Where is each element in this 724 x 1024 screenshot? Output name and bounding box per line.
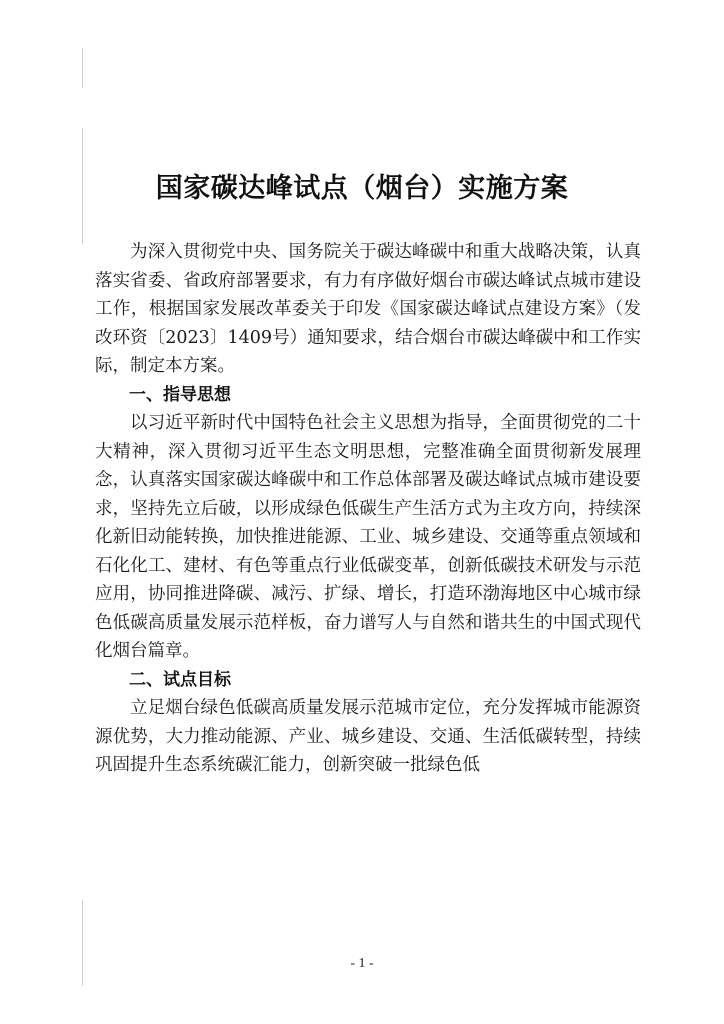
section-heading-pilot-goals: 二、试点目标 — [129, 669, 231, 690]
binding-margin-line — [82, 900, 83, 986]
page-number: - 1 - — [350, 956, 374, 971]
section-paragraph-guiding-ideology: 以习近平新时代中国特色社会主义思想为指导，全面贯彻党的二十大精神，深入贯彻习近平生态文明思想，完整准确全面贯彻新发展理念，认真落实国家碳达峰碳中和工作总体部署及碳达峰试点城市建设要求，坚持先立后破，以形成绿色低碳生产生活方式为主攻方向，持续深化新旧动能转换，加快推进能源、工业、城乡建设、交通等重点领域和石化化工、建材、有色等重点行业低碳变革，创新低碳技术研发与示范应用，协同推进降碳、减污、扩绿、增长，打造环渤海地区中心城市绿色低碳高质量发展示范样板，奋力谱写人与自然和谐共生的中国式现代化烟台篇章。 — [95, 413, 641, 661]
section-heading-guiding-ideology: 一、指导思想 — [129, 384, 231, 405]
intro-paragraph: 为深入贯彻党中央、国务院关于碳达峰碳中和重大战略决策，认真落实省委、省政府部署要求，有力有序做好烟台市碳达峰试点城市建设工作，根据国家发展改革委关于印发《国家碳达峰试点建设方案》（发改环资〔2023〕1409号）通知要求，结合烟台市碳达峰碳中和工作实际，制定本方案。 — [95, 242, 641, 376]
document-body — [95, 238, 641, 780]
section-paragraph-pilot-goals: 立足烟台绿色低碳高质量发展示范城市定位，充分发挥城市能源资源优势，大力推动能源、产业、城乡建设、交通、生活低碳转型，持续巩固提升生态系统碳汇能力，创新突破一批绿色低 — [95, 698, 641, 775]
binding-margin-line — [82, 48, 83, 88]
document-title: 国家碳达峰试点（烟台）实施方案 — [155, 173, 569, 204]
